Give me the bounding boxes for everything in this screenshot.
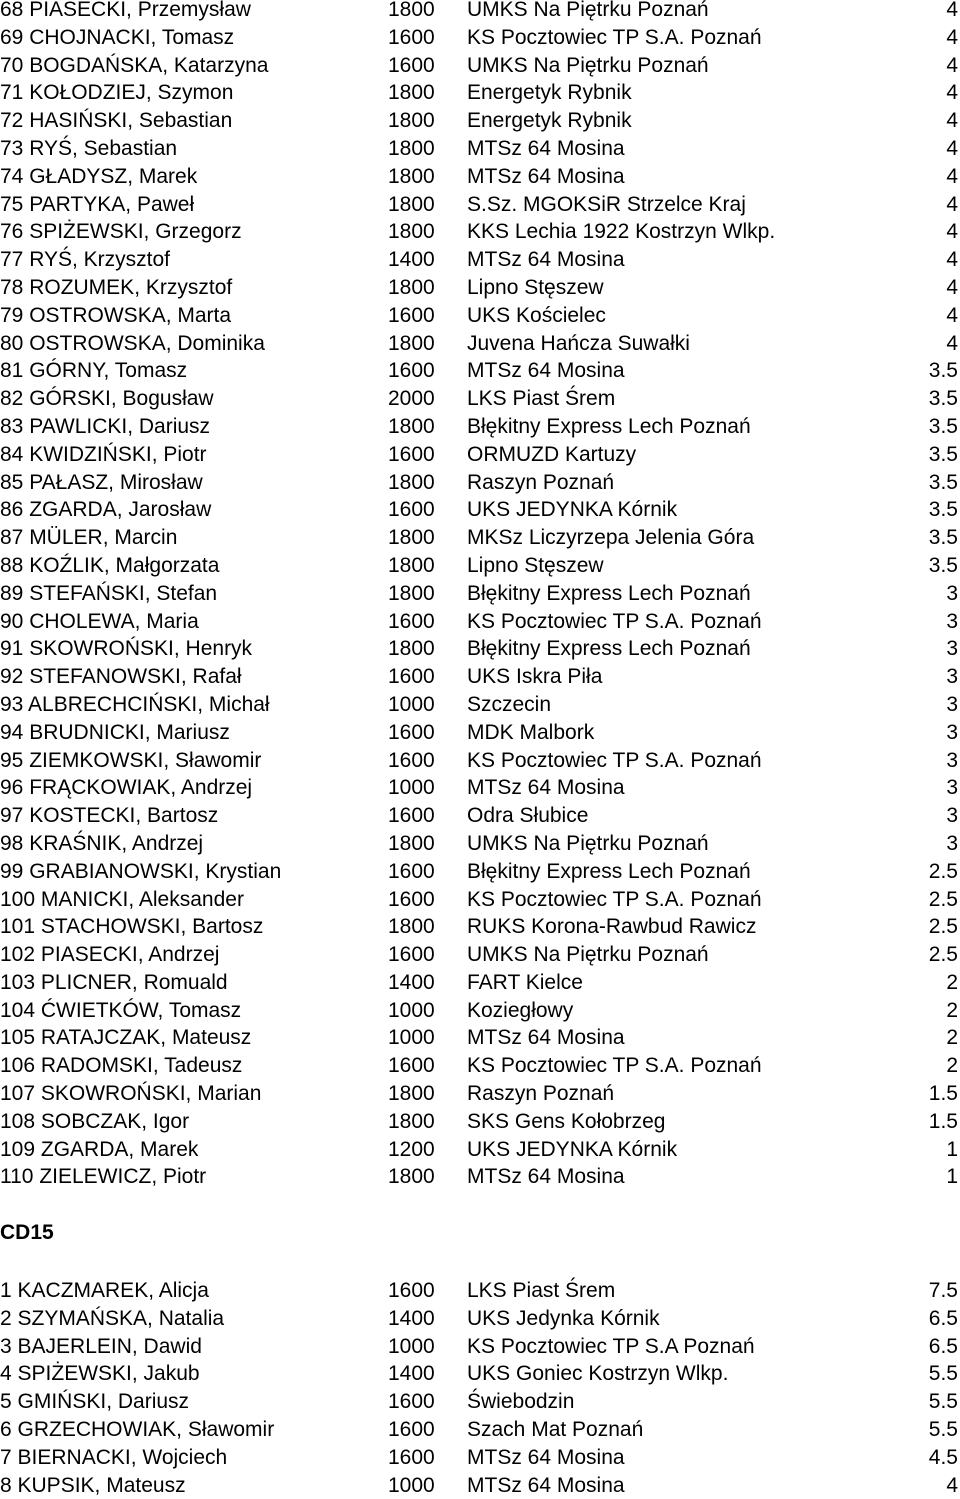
player-rating: 1800: [388, 470, 435, 494]
table-row: [0, 330, 960, 358]
player-rating: 1000: [388, 1026, 435, 1050]
player-club: MTSz 64 Mosina: [467, 1165, 625, 1189]
table-row: [0, 719, 960, 747]
player-rating: 1600: [388, 720, 435, 744]
player-name: 7 BIERNACKI, Wojciech: [0, 1445, 228, 1469]
player-name: 69 CHOJNACKI, Tomasz: [0, 25, 235, 49]
player-rating: 1800: [388, 915, 435, 939]
player-club: MDK Malbork: [467, 720, 595, 744]
player-club: MTSz 64 Mosina: [467, 164, 625, 188]
player-name: 71 KOŁODZIEJ, Szymon: [0, 81, 234, 105]
player-points: 3: [946, 804, 958, 828]
player-points: 3.5: [928, 387, 958, 411]
player-points: 4: [946, 248, 958, 272]
table-row: [0, 357, 960, 385]
player-rating: 1000: [388, 1473, 435, 1497]
player-points: 3: [946, 609, 958, 633]
player-club: UKS Jedynka Kórnik: [467, 1306, 660, 1330]
player-points: 4.5: [928, 1445, 958, 1469]
player-points: 2: [946, 1054, 958, 1078]
player-name: 107 SKOWROŃSKI, Marian: [0, 1082, 262, 1106]
player-name: 96 FRĄCKOWIAK, Andrzej: [0, 776, 253, 800]
player-rating: 1600: [388, 303, 435, 327]
player-points: 2.5: [928, 943, 958, 967]
player-rating: 1600: [388, 665, 435, 689]
table-row: [0, 496, 960, 524]
player-points: 3.5: [928, 526, 958, 550]
table-row: [0, 635, 960, 663]
player-rating: 1800: [388, 414, 435, 438]
table-row: [0, 1333, 960, 1361]
player-points: 4: [946, 53, 958, 77]
table-row: [0, 747, 960, 775]
table-row: [0, 663, 960, 691]
player-rating: 1800: [388, 164, 435, 188]
table-row: [0, 1416, 960, 1444]
player-name: 95 ZIEMKOWSKI, Sławomir: [0, 748, 262, 772]
player-rating: 1600: [388, 1417, 435, 1441]
player-name: 4 SPIŻEWSKI, Jakub: [0, 1362, 200, 1386]
table-row: [0, 191, 960, 219]
player-points: 1: [946, 1165, 958, 1189]
player-points: 4: [946, 192, 958, 216]
table-row: [0, 858, 960, 886]
table-row: [0, 52, 960, 80]
player-name: 89 STEFAŃSKI, Stefan: [0, 581, 218, 605]
table-row: [0, 274, 960, 302]
player-points: 1.5: [928, 1109, 958, 1133]
player-points: 4: [946, 81, 958, 105]
player-club: Energetyk Rybnik: [467, 81, 632, 105]
player-rating: 1800: [388, 275, 435, 299]
table-row: [0, 135, 960, 163]
table-row: [0, 608, 960, 636]
table-row: [0, 1052, 960, 1080]
player-points: 3.5: [928, 414, 958, 438]
player-rating: 2000: [388, 387, 435, 411]
player-name: 82 GÓRSKI, Bogusław: [0, 387, 214, 411]
player-rating: 1600: [388, 442, 435, 466]
player-name: 94 BRUDNICKI, Mariusz: [0, 720, 230, 744]
player-club: RUKS Korona-Rawbud Rawicz: [467, 915, 757, 939]
player-rating: 1000: [388, 998, 435, 1022]
player-rating: 1800: [388, 192, 435, 216]
player-club: Odra Słubice: [467, 804, 589, 828]
player-rating: 1800: [388, 136, 435, 160]
player-points: 4: [946, 164, 958, 188]
table-row: [0, 218, 960, 246]
table-row: [0, 802, 960, 830]
player-club: LKS Piast Śrem: [467, 387, 616, 411]
player-name: 88 KOŹLIK, Małgorzata: [0, 553, 220, 577]
player-name: 85 PAŁASZ, Mirosław: [0, 470, 203, 494]
player-name: 74 GŁADYSZ, Marek: [0, 164, 198, 188]
player-club: MTSz 64 Mosina: [467, 248, 625, 272]
player-name: 102 PIASECKI, Andrzej: [0, 943, 220, 967]
player-points: 3: [946, 831, 958, 855]
table-row: [0, 302, 960, 330]
player-rating: 1000: [388, 776, 435, 800]
player-rating: 1400: [388, 1362, 435, 1386]
player-name: 105 RATAJCZAK, Mateusz: [0, 1026, 252, 1050]
table-row: [0, 413, 960, 441]
player-name: 83 PAWLICKI, Dariusz: [0, 414, 211, 438]
table-row: [0, 441, 960, 469]
player-name: 79 OSTROWSKA, Marta: [0, 303, 232, 327]
player-name: 84 KWIDZIŃSKI, Piotr: [0, 442, 207, 466]
player-name: 99 GRABIANOWSKI, Krystian: [0, 859, 282, 883]
table-row: [0, 107, 960, 135]
player-club: KS Pocztowiec TP S.A. Poznań: [467, 609, 762, 633]
player-rating: 1600: [388, 1054, 435, 1078]
player-rating: 1600: [388, 359, 435, 383]
table-row: [0, 774, 960, 802]
player-club: KS Pocztowiec TP S.A. Poznań: [467, 25, 762, 49]
player-club: LKS Piast Śrem: [467, 1279, 616, 1302]
player-rating: 1600: [388, 1279, 435, 1302]
player-rating: 1600: [388, 1445, 435, 1469]
player-rating: 1600: [388, 498, 435, 522]
player-club: UKS JEDYNKA Kórnik: [467, 498, 678, 522]
player-name: 3 BAJERLEIN, Dawid: [0, 1334, 202, 1358]
player-points: 2: [946, 998, 958, 1022]
player-rating: 1600: [388, 943, 435, 967]
player-name: 90 CHOLEWA, Maria: [0, 609, 199, 633]
player-points: 3: [946, 720, 958, 744]
player-rating: 1000: [388, 692, 435, 716]
player-name: 8 KUPSIK, Mateusz: [0, 1473, 186, 1497]
table-row: [0, 1388, 960, 1416]
table-row: [0, 1472, 960, 1499]
player-club: MKSz Liczyrzepa Jelenia Góra: [467, 526, 755, 550]
player-club: Błękitny Express Lech Poznań: [467, 581, 751, 605]
player-rating: 1200: [388, 1137, 435, 1161]
player-name: 92 STEFANOWSKI, Rafał: [0, 665, 242, 689]
player-name: 110 ZIELEWICZ, Piotr: [0, 1165, 207, 1189]
player-name: 73 RYŚ, Sebastian: [0, 136, 178, 160]
player-club: Raszyn Poznań: [467, 470, 615, 494]
player-name: 1 KACZMAREK, Alicja: [0, 1279, 209, 1302]
player-rating: 1600: [388, 859, 435, 883]
player-points: 4: [946, 25, 958, 49]
player-name: 6 GRZECHOWIAK, Sławomir: [0, 1417, 275, 1441]
player-club: UMKS Na Piętrku Poznań: [467, 0, 709, 21]
player-points: 1.5: [928, 1082, 958, 1106]
table-row: [0, 1024, 960, 1052]
player-club: UKS Kościelec: [467, 303, 606, 327]
player-name: 80 OSTROWSKA, Dominika: [0, 331, 265, 355]
player-points: 6.5: [928, 1306, 958, 1330]
player-rating: 1800: [388, 81, 435, 105]
player-points: 1: [946, 1137, 958, 1161]
player-club: UKS JEDYNKA Kórnik: [467, 1137, 678, 1161]
player-points: 7.5: [928, 1279, 958, 1302]
table-row: [0, 1444, 960, 1472]
table-row: [0, 524, 960, 552]
player-points: 2: [946, 1026, 958, 1050]
table-row: [0, 385, 960, 413]
player-points: 2.5: [928, 859, 958, 883]
player-points: 3.5: [928, 442, 958, 466]
player-name: 98 KRAŚNIK, Andrzej: [0, 831, 204, 855]
player-rating: 1600: [388, 748, 435, 772]
player-points: 3: [946, 581, 958, 605]
player-points: 4: [946, 331, 958, 355]
player-club: Błękitny Express Lech Poznań: [467, 414, 751, 438]
player-points: 4: [946, 109, 958, 133]
table-row: [0, 830, 960, 858]
table-row: [0, 469, 960, 497]
player-club: KS Pocztowiec TP S.A. Poznań: [467, 748, 762, 772]
player-club: MTSz 64 Mosina: [467, 359, 625, 383]
player-points: 2.5: [928, 915, 958, 939]
table-row: [0, 1136, 960, 1164]
player-name: 109 ZGARDA, Marek: [0, 1137, 199, 1161]
player-rating: 1800: [388, 581, 435, 605]
table-row: [0, 913, 960, 941]
player-rating: 1800: [388, 220, 435, 244]
player-club: FART Kielce: [467, 970, 583, 994]
player-club: ORMUZD Kartuzy: [467, 442, 637, 466]
player-club: Błękitny Express Lech Poznań: [467, 859, 751, 883]
player-points: 3: [946, 776, 958, 800]
player-points: 5.5: [928, 1390, 958, 1414]
player-name: 101 STACHOWSKI, Bartosz: [0, 915, 264, 939]
player-name: 104 ĆWIETKÓW, Tomasz: [0, 998, 242, 1022]
player-club: Szach Mat Poznań: [467, 1417, 644, 1441]
table-row: [0, 1080, 960, 1108]
player-club: UMKS Na Piętrku Poznań: [467, 831, 709, 855]
player-rating: 1400: [388, 1306, 435, 1330]
player-club: Szczecin: [467, 692, 552, 716]
player-name: 75 PARTYKA, Paweł: [0, 192, 195, 216]
player-club: UKS Goniec Kostrzyn Wlkp.: [467, 1362, 729, 1386]
player-club: MTSz 64 Mosina: [467, 776, 625, 800]
table-row: [0, 941, 960, 969]
player-name: 87 MÜLER, Marcin: [0, 526, 178, 550]
player-club: Raszyn Poznań: [467, 1082, 615, 1106]
player-name: 72 HASIŃSKI, Sebastian: [0, 109, 233, 133]
player-name: 77 RYŚ, Krzysztof: [0, 248, 171, 272]
player-name: 2 SZYMAŃSKA, Natalia: [0, 1306, 225, 1330]
player-points: 4: [946, 275, 958, 299]
player-rating: 1400: [388, 970, 435, 994]
player-points: 3: [946, 637, 958, 661]
player-points: 2: [946, 970, 958, 994]
player-rating: 1800: [388, 0, 435, 21]
player-rating: 1800: [388, 1109, 435, 1133]
player-rating: 1600: [388, 25, 435, 49]
section-title: CD15: [0, 1221, 54, 1244]
player-club: Błękitny Express Lech Poznań: [467, 637, 751, 661]
table-row: [0, 886, 960, 914]
table-row: [0, 246, 960, 274]
player-club: UMKS Na Piętrku Poznań: [467, 53, 709, 77]
player-points: 3.5: [928, 470, 958, 494]
player-club: Energetyk Rybnik: [467, 109, 632, 133]
player-name: 97 KOSTECKI, Bartosz: [0, 804, 219, 828]
player-club: Świebodzin: [467, 1390, 575, 1414]
player-rating: 1600: [388, 53, 435, 77]
player-points: 4: [946, 1473, 958, 1497]
player-rating: 1400: [388, 248, 435, 272]
player-name: 86 ZGARDA, Jarosław: [0, 498, 212, 522]
player-name: 106 RADOMSKI, Tadeusz: [0, 1054, 243, 1078]
table-row: [0, 691, 960, 719]
player-points: 3: [946, 692, 958, 716]
player-rating: 1600: [388, 609, 435, 633]
player-name: 70 BOGDAŃSKA, Katarzyna: [0, 53, 269, 77]
player-name: 108 SOBCZAK, Igor: [0, 1109, 190, 1133]
player-name: 81 GÓRNY, Tomasz: [0, 359, 188, 383]
player-club: MTSz 64 Mosina: [467, 1473, 625, 1497]
table-row: [0, 0, 960, 24]
player-rating: 1800: [388, 331, 435, 355]
player-rating: 1800: [388, 526, 435, 550]
player-club: KS Pocztowiec TP S.A. Poznań: [467, 887, 762, 911]
player-name: 5 GMIŃSKI, Dariusz: [0, 1390, 190, 1414]
player-points: 5.5: [928, 1417, 958, 1441]
player-name: 93 ALBRECHCIŃSKI, Michał: [0, 692, 270, 716]
player-rating: 1000: [388, 1334, 435, 1358]
table-row: [0, 1163, 960, 1191]
player-name: 100 MANICKI, Aleksander: [0, 887, 244, 911]
player-name: 78 ROZUMEK, Krzysztof: [0, 275, 233, 299]
player-points: 4: [946, 303, 958, 327]
player-rating: 1800: [388, 553, 435, 577]
table-row: [0, 1277, 960, 1305]
player-club: KS Pocztowiec TP S.A. Poznań: [467, 1054, 762, 1078]
player-club: MTSz 64 Mosina: [467, 1026, 625, 1050]
table-row: [0, 969, 960, 997]
player-club: UKS Iskra Piła: [467, 665, 603, 689]
player-rating: 1800: [388, 1082, 435, 1106]
table-row: [0, 1360, 960, 1388]
player-name: 76 SPIŻEWSKI, Grzegorz: [0, 220, 242, 244]
player-club: Juvena Hańcza Suwałki: [467, 331, 690, 355]
player-club: MTSz 64 Mosina: [467, 1445, 625, 1469]
table-row: [0, 580, 960, 608]
player-club: SKS Gens Kołobrzeg: [467, 1109, 666, 1133]
table-row: [0, 79, 960, 107]
player-points: 3.5: [928, 498, 958, 522]
player-points: 3: [946, 665, 958, 689]
player-points: 4: [946, 220, 958, 244]
player-points: 3.5: [928, 359, 958, 383]
player-name: 68 PIASECKI, Przemysław: [0, 0, 251, 21]
player-rating: 1600: [388, 887, 435, 911]
player-club: KS Pocztowiec TP S.A Poznań: [467, 1334, 755, 1358]
table-row: [0, 552, 960, 580]
player-club: KKS Lechia 1922 Kostrzyn Wlkp.: [467, 220, 776, 244]
table-row: [0, 24, 960, 52]
player-rating: 1800: [388, 831, 435, 855]
player-points: 4: [946, 136, 958, 160]
table-row: [0, 163, 960, 191]
player-club: UMKS Na Piętrku Poznań: [467, 943, 709, 967]
player-club: S.Sz. MGOKSiR Strzelce Kraj: [467, 192, 746, 216]
player-points: 2.5: [928, 887, 958, 911]
player-points: 3.5: [928, 553, 958, 577]
player-club: Lipno Stęszew: [467, 275, 604, 299]
player-points: 4: [946, 0, 958, 21]
player-club: Lipno Stęszew: [467, 553, 604, 577]
player-name: 103 PLICNER, Romuald: [0, 970, 228, 994]
player-name: 91 SKOWROŃSKI, Henryk: [0, 637, 253, 661]
player-club: Koziegłowy: [467, 998, 574, 1022]
player-points: 5.5: [928, 1362, 958, 1386]
table-row: [0, 1108, 960, 1136]
player-rating: 1800: [388, 109, 435, 133]
player-rating: 1800: [388, 1165, 435, 1189]
player-points: 6.5: [928, 1334, 958, 1358]
player-rating: 1600: [388, 804, 435, 828]
player-rating: 1800: [388, 637, 435, 661]
results-table-cd15: [0, 1277, 960, 1499]
table-row: [0, 997, 960, 1025]
table-row: [0, 1305, 960, 1333]
player-points: 3: [946, 748, 958, 772]
player-rating: 1600: [388, 1390, 435, 1414]
player-club: MTSz 64 Mosina: [467, 136, 625, 160]
